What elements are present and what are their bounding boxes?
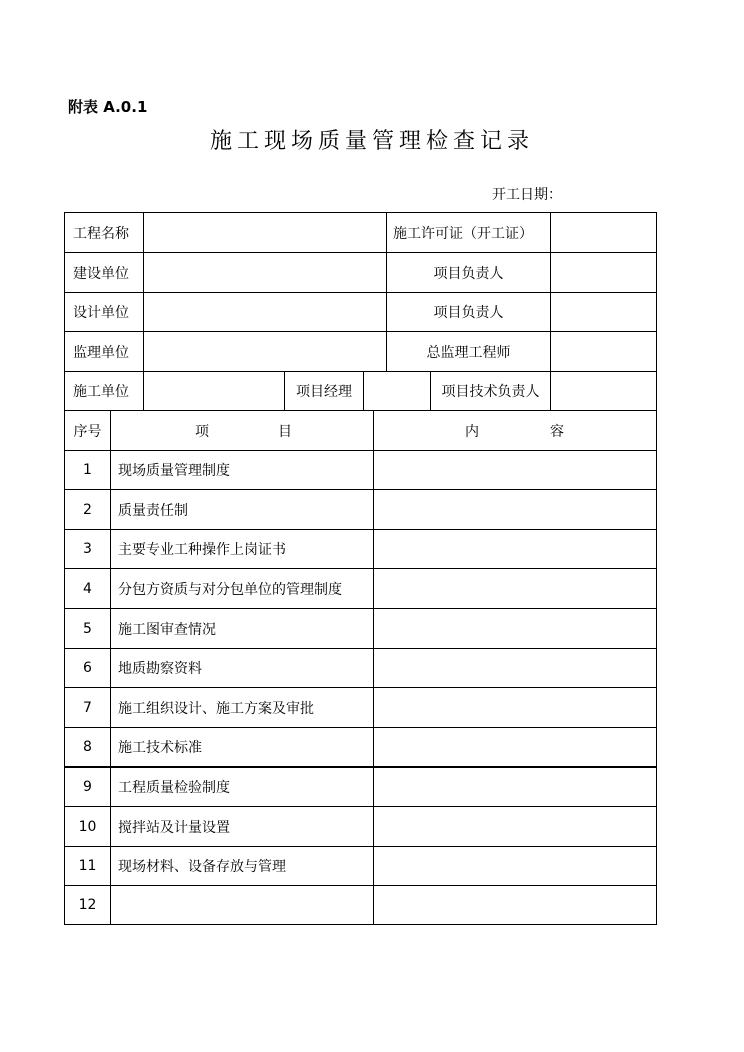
header-item-char-b: 目 xyxy=(278,423,292,440)
label-builder-leader: 项目负责人 xyxy=(387,253,551,293)
item-name: 分包方资质与对分包单位的管理制度 xyxy=(111,569,374,609)
item-no: 6 xyxy=(65,649,111,688)
item-no: 9 xyxy=(65,768,111,807)
value-contractor-unit[interactable] xyxy=(144,372,285,411)
item-content[interactable] xyxy=(374,609,657,649)
item-content[interactable] xyxy=(374,490,657,530)
item-name[interactable] xyxy=(111,886,374,925)
value-builder-unit[interactable] xyxy=(144,253,387,293)
label-supervision-unit: 监理单位 xyxy=(65,332,144,372)
item-no: 5 xyxy=(65,609,111,649)
item-content[interactable] xyxy=(374,530,657,569)
header-seq: 序号 xyxy=(65,411,111,451)
item-name: 施工图审查情况 xyxy=(111,609,374,649)
label-chief-supervisor: 总监理工程师 xyxy=(387,332,551,372)
appendix-label: 附表 A.0.1 xyxy=(68,98,148,116)
item-name: 现场材料、设备存放与管理 xyxy=(111,847,374,886)
item-content[interactable] xyxy=(374,886,657,925)
item-no: 10 xyxy=(65,807,111,847)
item-no: 7 xyxy=(65,688,111,728)
label-technical-leader: 项目技术负责人 xyxy=(431,372,551,411)
header-content xyxy=(374,411,657,451)
header-item-char-a: 项 xyxy=(195,423,209,440)
header-content-char-a: 内 xyxy=(465,423,479,440)
item-no: 1 xyxy=(65,451,111,490)
item-no: 3 xyxy=(65,530,111,569)
start-date-label: 开工日期： xyxy=(492,187,562,203)
label-project-name: 工程名称 xyxy=(65,213,144,253)
label-construction-permit: 施工许可证（开工证） xyxy=(387,213,551,253)
value-project-manager[interactable] xyxy=(364,372,431,411)
item-content[interactable] xyxy=(374,451,657,490)
value-design-unit[interactable] xyxy=(144,293,387,332)
item-name: 施工组织设计、施工方案及审批 xyxy=(111,688,374,728)
header-item xyxy=(111,411,374,451)
item-name: 现场质量管理制度 xyxy=(111,451,374,490)
item-content[interactable] xyxy=(374,569,657,609)
item-no: 12 xyxy=(65,886,111,925)
item-name: 工程质量检验制度 xyxy=(111,768,374,807)
label-builder-unit: 建设单位 xyxy=(65,253,144,293)
item-no: 8 xyxy=(65,728,111,768)
quality-management-form xyxy=(64,212,657,925)
value-supervision-unit[interactable] xyxy=(144,332,387,372)
value-chief-supervisor[interactable] xyxy=(551,332,657,372)
value-design-leader[interactable] xyxy=(551,293,657,332)
item-no: 4 xyxy=(65,569,111,609)
item-name: 主要专业工种操作上岗证书 xyxy=(111,530,374,569)
item-content[interactable] xyxy=(374,807,657,847)
value-builder-leader[interactable] xyxy=(551,253,657,293)
item-content[interactable] xyxy=(374,847,657,886)
label-design-leader: 项目负责人 xyxy=(387,293,551,332)
value-construction-permit[interactable] xyxy=(551,213,657,253)
item-no: 2 xyxy=(65,490,111,530)
page-title: 施工现场质量管理检查记录 xyxy=(209,129,534,154)
item-name: 质量责任制 xyxy=(111,490,374,530)
value-project-name[interactable] xyxy=(144,213,387,253)
item-content[interactable] xyxy=(374,649,657,688)
item-content[interactable] xyxy=(374,728,657,768)
label-project-manager: 项目经理 xyxy=(285,372,364,411)
value-technical-leader[interactable] xyxy=(551,372,657,411)
item-content[interactable] xyxy=(374,768,657,807)
item-name: 地质勘察资料 xyxy=(111,649,374,688)
label-contractor-unit: 施工单位 xyxy=(65,372,144,411)
item-content[interactable] xyxy=(374,688,657,728)
header-content-char-b: 容 xyxy=(550,423,564,440)
item-no: 11 xyxy=(65,847,111,886)
item-name: 施工技术标准 xyxy=(111,728,374,768)
item-name: 搅拌站及计量设置 xyxy=(111,807,374,847)
label-design-unit: 设计单位 xyxy=(65,293,144,332)
